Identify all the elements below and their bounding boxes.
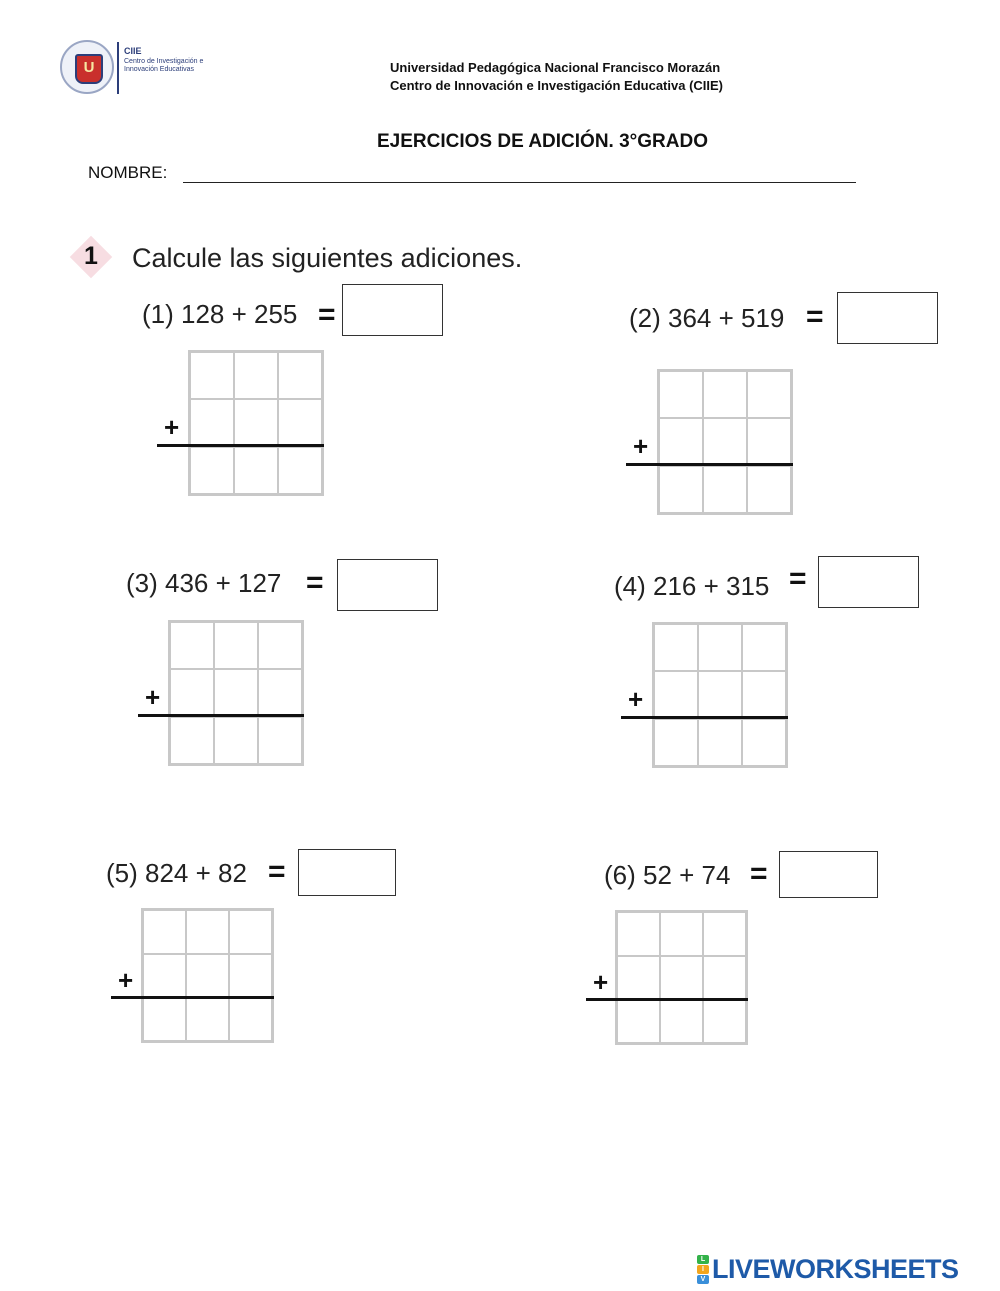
grid-cell[interactable] [190,352,234,399]
plus-sign: + [145,682,161,712]
equals-sign: = [750,857,768,890]
exercise-label: (1) 128 + 255 [142,299,298,329]
grid-cell[interactable] [617,999,660,1043]
answer-box[interactable] [779,851,878,898]
plus-sign: + [593,967,609,997]
answer-box[interactable] [818,556,919,608]
addition-grid [168,620,304,766]
grid-cell[interactable] [170,669,214,716]
exercise-label: (3) 436 + 127 [126,568,282,598]
answer-box[interactable] [837,292,938,344]
equals-sign: = [789,562,807,595]
grid-cell[interactable] [186,954,229,998]
grid-cell[interactable] [747,466,791,513]
grid-cell[interactable] [659,371,703,418]
grid-cell[interactable] [703,912,746,956]
liveworksheets-logo [697,1254,959,1285]
instruction-number: 1 [84,242,98,270]
grid-cell[interactable] [143,910,186,954]
grid-cell[interactable] [229,954,272,998]
grid-cell[interactable] [654,719,698,766]
university-name: Universidad Pedagógica Nacional Francisco Morazán [390,60,721,75]
grid-cell[interactable] [698,671,742,718]
grid-cell[interactable] [143,954,186,998]
grid-cell[interactable] [703,999,746,1043]
sum-line [138,714,304,717]
grid-cell[interactable] [170,717,214,764]
grid-cell[interactable] [214,717,258,764]
addition-grid [615,910,748,1045]
grid-cell[interactable] [660,999,703,1043]
page-title: EJERCICIOS DE ADICIÓN. 3°GRADO [377,131,708,152]
grid-cell[interactable] [229,997,272,1041]
grid-cell[interactable] [654,624,698,671]
name-field[interactable] [183,182,856,183]
exercise-label: (2) 364 + 519 [629,303,785,333]
sum-line [586,998,748,1001]
equals-sign: = [806,300,824,333]
grid-cell[interactable] [143,997,186,1041]
grid-cell[interactable] [278,447,322,494]
answer-box[interactable] [298,849,396,896]
exercise-label: (4) 216 + 315 [614,571,770,601]
grid-cell[interactable] [660,912,703,956]
exercise-label: (6) 52 + 74 [604,860,731,890]
grid-cell[interactable] [278,352,322,399]
addition-grid [652,622,788,768]
grid-cell[interactable] [170,622,214,669]
instruction-text: Calcule las siguientes adiciones. [132,243,523,273]
grid-cell[interactable] [703,371,747,418]
grid-cell[interactable] [214,622,258,669]
grid-cell[interactable] [190,447,234,494]
grid-cell[interactable] [186,910,229,954]
plus-sign: + [164,412,180,442]
grid-cell[interactable] [660,956,703,1000]
grid-cell[interactable] [742,671,786,718]
logo-subtitle: Centro de Investigación e Innovación Educativas [124,58,204,73]
plus-sign: + [633,431,649,461]
grid-cell[interactable] [703,418,747,465]
center-name: Centro de Innovación e Investigación Educativa (CIIE) [390,78,724,93]
grid-cell[interactable] [234,352,278,399]
grid-cell[interactable] [703,466,747,513]
grid-cell[interactable] [654,671,698,718]
sum-line [157,444,324,447]
sum-line [111,996,274,999]
grid-cell[interactable] [258,669,302,716]
sum-line [621,716,788,719]
addition-grid [141,908,274,1043]
grid-cell[interactable] [186,997,229,1041]
grid-cell[interactable] [234,399,278,446]
grid-cell[interactable] [278,399,322,446]
answer-box[interactable] [342,284,443,336]
grid-cell[interactable] [234,447,278,494]
name-label: NOMBRE: [88,163,168,182]
equals-sign: = [306,566,324,599]
grid-cell[interactable] [742,624,786,671]
brand-name: LIVEWORKSHEETS [712,1254,959,1284]
grid-cell[interactable] [617,912,660,956]
grid-cell[interactable] [703,956,746,1000]
plus-sign: + [628,684,644,714]
grid-cell[interactable] [698,624,742,671]
equals-sign: = [318,298,336,331]
grid-cell[interactable] [190,399,234,446]
grid-cell[interactable] [214,669,258,716]
grid-cell[interactable] [659,466,703,513]
tiles-icon: L I V [697,1255,709,1284]
ciie-logo [60,40,220,98]
grid-cell[interactable] [742,719,786,766]
equals-sign: = [268,855,286,888]
logo-title: CIIE [124,46,142,56]
grid-cell[interactable] [747,371,791,418]
plus-sign: + [118,965,134,995]
grid-cell[interactable] [698,719,742,766]
grid-cell[interactable] [617,956,660,1000]
grid-cell[interactable] [258,622,302,669]
grid-cell[interactable] [258,717,302,764]
addition-grid [188,350,324,496]
grid-cell[interactable] [747,418,791,465]
addition-grid [657,369,793,515]
answer-box[interactable] [337,559,438,611]
grid-cell[interactable] [229,910,272,954]
university-seal-icon: U [60,40,114,94]
grid-cell[interactable] [659,418,703,465]
sum-line [626,463,793,466]
exercise-label: (5) 824 + 82 [106,858,247,888]
